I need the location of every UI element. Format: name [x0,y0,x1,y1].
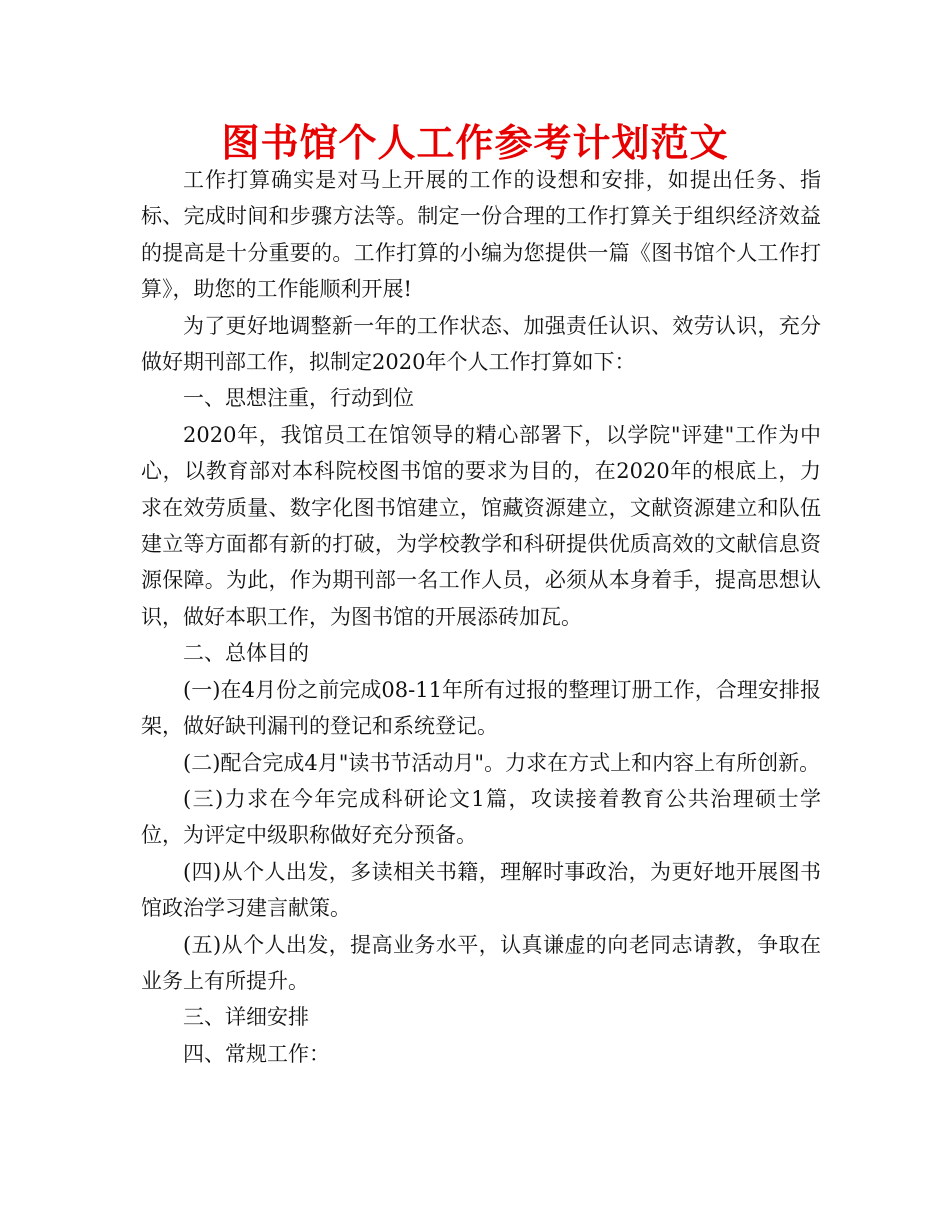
section-heading-3: 三、详细安排 [183,1005,309,1030]
paragraph-intro: 工作打算确实是对马上开展的工作的设想和安排，如提出任务、指标、完成时间和步骤方法等。制定一份合理的工作打算关于组织经济效益的提高是十分重要的。工作打算的小编为您提供一篇《图书馆个人工作打算》，助您的工作能顺利开展! [141,168,821,302]
paragraph-purpose: 为了更好地调整新一年的工作状态、加强责任认识、效劳认识，充分做好期刊部工作，拟制定2020年个人工作打算如下： [141,313,821,375]
document-title: 图书馆个人工作参考计划范文 [221,121,729,165]
section-heading-1: 一、思想注重，行动到位 [183,386,414,411]
goal-item-5: (五)从个人出发，提高业务水平，认真谦虚的向老同志请教，争取在业务上有所提升。 [141,932,821,993]
document-body [141,162,821,1072]
goal-item-4: (四)从个人出发，多读相关书籍，理解时事政治，为更好地开展图书馆政治学习建言献策。 [141,859,821,921]
goal-item-2: (二)配合完成4月"读书节活动月"。力求在方式上和内容上有所创新。 [183,750,821,775]
paragraph-section-1: 2020年，我馆员工在馆领导的精心部署下，以学院"评建"工作为中心，以教育部对本科院校图书馆的要求为目的，在2020年的根底上，力求在效劳质量、数字化图书馆建立，馆藏资源建立，文献资源建立和队伍建立等方面都有新的打破，为学校教学和科研提供优质高效的文献信息资源保障。为此，作为期刊部一名工作人员，必须从本身着手，提高思想认识，做好本职工作，为图书馆的开展添砖加瓦。 [141,422,821,629]
goal-item-1: (一)在4月份之前完成08-11年所有过报的整理订册工作，合理安排报架，做好缺刊漏刊的登记和系统登记。 [141,677,821,739]
section-heading-4: 四、常规工作： [183,1041,330,1066]
section-heading-2: 二、总体目的 [183,641,309,666]
goal-item-3: (三)力求在今年完成科研论文1篇，攻读接着教育公共治理硕士学位，为评定中级职称做好充分预备。 [141,786,821,848]
